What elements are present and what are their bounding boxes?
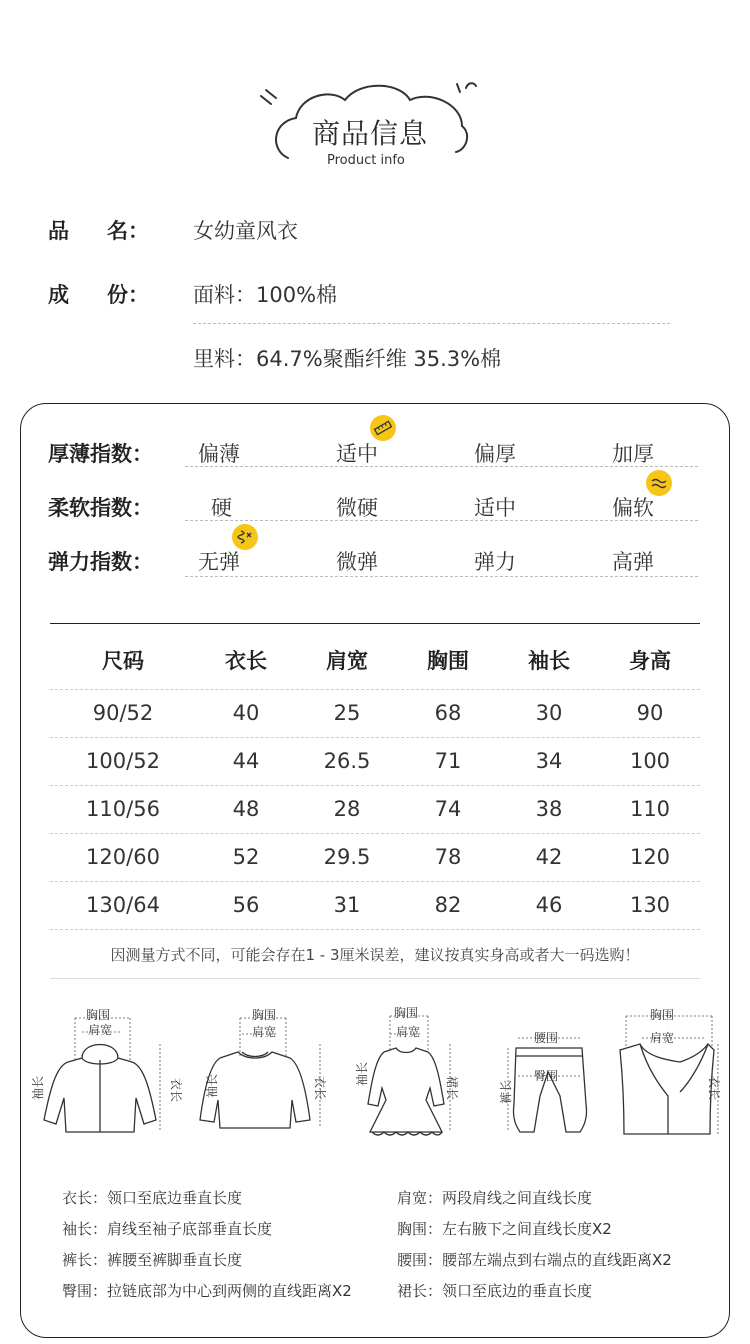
shoulder-label: 肩宽 (650, 1031, 675, 1045)
table-cell: 120/60 (86, 845, 160, 869)
chest-label: 胸围 (650, 1008, 675, 1022)
lining-value: 里料：64.7%聚酯纤维 35.3%棉 (193, 347, 502, 371)
elasticity-option: 高弹 (612, 550, 654, 574)
table-cell: 120 (629, 845, 671, 869)
table-cell: 46 (535, 893, 563, 917)
divider (50, 785, 700, 786)
table-cell: 130/64 (86, 893, 160, 917)
table-cell: 110 (629, 797, 671, 821)
table-header: 胸围 (427, 649, 469, 673)
table-header: 肩宽 (326, 649, 368, 673)
thickness-option: 加厚 (612, 442, 654, 466)
table-cell: 38 (535, 797, 563, 821)
divider (185, 466, 698, 467)
divider (185, 520, 698, 521)
divider (50, 737, 700, 738)
table-top-rule (50, 623, 700, 624)
thickness-option: 适中 (336, 442, 378, 466)
softness-option: 偏软 (612, 496, 654, 520)
table-cell: 110/56 (86, 797, 160, 821)
table-cell: 90 (636, 701, 664, 725)
thickness-option: 偏厚 (474, 442, 516, 466)
table-cell: 71 (434, 749, 462, 773)
ruler-badge-icon (370, 415, 396, 441)
table-header: 尺码 (102, 649, 144, 673)
definition-item: 胸围：左右腋下之间直线长度X2 (397, 1220, 612, 1238)
divider (50, 978, 700, 979)
table-cell: 56 (232, 893, 260, 917)
softness-label: 柔软指数： (48, 496, 153, 520)
name-key-rest: 名： (107, 219, 149, 243)
table-cell: 29.5 (323, 845, 371, 869)
chest-label: 胸围 (394, 1006, 419, 1020)
wave-badge-icon (646, 470, 672, 496)
shoulder-label: 肩宽 (396, 1025, 421, 1039)
table-cell: 130 (629, 893, 671, 917)
chest-label: 胸围 (86, 1008, 111, 1022)
elasticity-label: 弹力指数： (48, 550, 153, 574)
sleeve-label: 袖长 (355, 1061, 369, 1086)
table-cell: 44 (232, 749, 260, 773)
softness-option: 适中 (474, 496, 516, 520)
table-cell: 34 (535, 749, 563, 773)
composition-key-char: 成 (48, 283, 69, 307)
measurement-diagrams (20, 1000, 730, 1150)
definition-item: 裙长：领口至底边的垂直长度 (397, 1282, 593, 1300)
table-cell: 100 (629, 749, 671, 773)
definition-item: 臀围：拉链底部为中心到两侧的直线距离X2 (62, 1282, 352, 1300)
vest-diagram-icon (620, 1044, 714, 1134)
softness-option: 硬 (211, 496, 232, 520)
pants-diagram-icon (513, 1048, 586, 1132)
length-label: 衣长 (707, 1076, 721, 1101)
table-cell: 31 (333, 893, 361, 917)
divider (193, 323, 670, 324)
pants-length-label: 裤长 (499, 1079, 513, 1104)
table-cell: 30 (535, 701, 563, 725)
divider (50, 833, 700, 834)
table-header: 身高 (629, 649, 671, 673)
skirt-length-label: 裙长 (445, 1076, 459, 1101)
softness-option: 微硬 (336, 496, 378, 520)
section-subtitle: Product info (327, 153, 405, 168)
sleeve-label: 袖长 (31, 1075, 45, 1100)
name-key (48, 215, 149, 245)
thickness-label: 厚薄指数： (48, 442, 153, 466)
composition-key-rest: 份： (107, 283, 149, 307)
shoulder-label: 肩宽 (252, 1025, 277, 1039)
table-cell: 74 (434, 797, 462, 821)
fabric-value: 面料：100%棉 (193, 283, 338, 307)
measurement-note: 因测量方式不同，可能会存在1 - 3厘米误差，建议按真实身高或者大一码选购！ (110, 946, 640, 964)
table-cell: 28 (333, 797, 361, 821)
table-cell: 48 (232, 797, 260, 821)
dress-diagram-icon (368, 1048, 444, 1135)
table-cell: 40 (232, 701, 260, 725)
divider (50, 881, 700, 882)
table-cell: 42 (535, 845, 563, 869)
chest-label: 胸围 (252, 1008, 277, 1022)
product-name: 女幼童风衣 (193, 219, 298, 243)
shoulder-label: 肩宽 (88, 1023, 113, 1037)
definition-item: 裤长：裤腰至裤脚垂直长度 (62, 1251, 243, 1269)
elasticity-option: 微弹 (336, 550, 378, 574)
table-cell: 25 (333, 701, 361, 725)
table-cell: 82 (434, 893, 462, 917)
table-cell: 78 (434, 845, 462, 869)
thickness-option: 偏薄 (198, 442, 240, 466)
jacket-diagram-icon (44, 1045, 156, 1133)
definition-item: 袖长：肩线至袖子底部垂直长度 (62, 1220, 273, 1238)
divider (50, 929, 700, 930)
table-cell: 68 (434, 701, 462, 725)
definition-item: 腰围：腰部左端点到右端点的直线距离X2 (397, 1251, 672, 1269)
table-cell: 100/52 (86, 749, 160, 773)
spring-badge-icon (232, 524, 258, 550)
table-header: 袖长 (528, 649, 570, 673)
table-cell: 26.5 (323, 749, 371, 773)
composition-key (48, 279, 149, 309)
name-key-char: 品 (48, 219, 69, 243)
length-label: 衣长 (169, 1078, 183, 1103)
header (0, 0, 750, 190)
divider (185, 576, 698, 577)
divider (50, 689, 700, 690)
hip-label: 臀围 (534, 1069, 559, 1083)
elasticity-option: 无弹 (198, 550, 240, 574)
table-cell: 52 (232, 845, 260, 869)
table-cell: 90/52 (92, 701, 154, 725)
definition-item: 衣长：领口至底边垂直长度 (62, 1189, 243, 1207)
table-header: 衣长 (225, 649, 267, 673)
elasticity-option: 弹力 (474, 550, 516, 574)
length-label: 衣长 (313, 1076, 327, 1101)
section-title: 商品信息 (312, 117, 429, 150)
sleeve-label: 袖长 (205, 1073, 219, 1098)
definition-item: 肩宽：两段肩线之间直线长度 (397, 1189, 593, 1207)
waist-label: 腰围 (534, 1031, 559, 1045)
